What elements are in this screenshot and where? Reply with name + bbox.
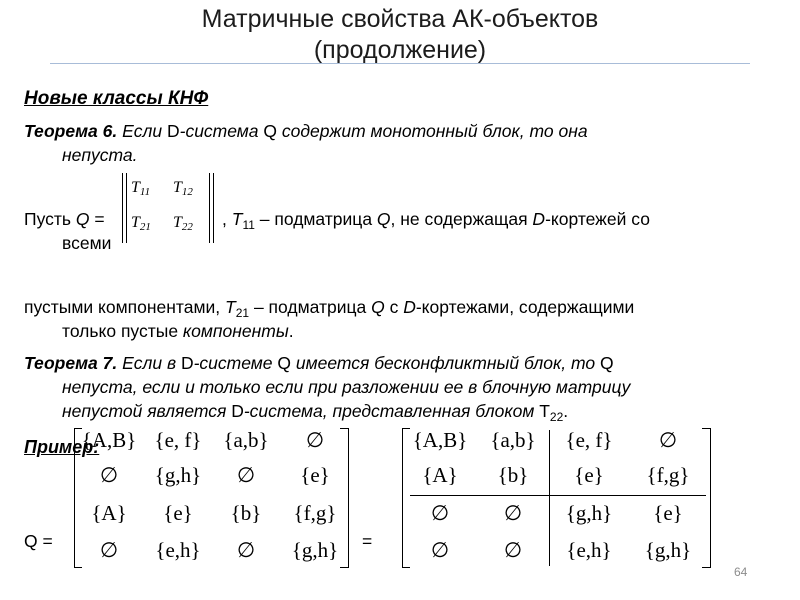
theorem7-line2: непуста, если и только если при разложении ее в блочную матрицу <box>62 377 631 397</box>
small-matrix-t12: $T_{12}$ <box>173 179 193 198</box>
right-matrix-cell: {e,h} <box>566 538 612 562</box>
left-matrix-cell: ∅ <box>236 538 256 562</box>
right-matrix-cell: {g,h} <box>644 538 692 562</box>
small-matrix-right-bar-2 <box>213 173 214 243</box>
slide-title <box>0 4 800 66</box>
small-matrix-t11: $T_{11}$ <box>131 179 151 198</box>
theorem6-label: Теорема 6. <box>24 121 118 141</box>
right-matrix-bracket-left <box>402 428 403 568</box>
example-label: Пример: <box>24 437 100 457</box>
right-matrix-cell: {A,B} <box>412 428 468 452</box>
left-matrix-cell: {e} <box>300 463 330 487</box>
right-matrix-bracket-right <box>710 428 711 568</box>
left-matrix-cell: {b} <box>230 501 262 525</box>
small-matrix-left-bar-2 <box>126 173 127 243</box>
right-matrix-cell: ∅ <box>430 538 450 562</box>
page-number: 64 <box>734 565 748 579</box>
right-matrix-cell: {e, f} <box>565 428 613 452</box>
letq-prefix: Пусть Q = <box>24 209 105 229</box>
left-matrix-cell: {g,h} <box>291 538 339 562</box>
right-matrix-cell: {A} <box>422 463 458 487</box>
block-divider-vertical <box>549 430 550 566</box>
slide-title-line1: Матричные свойства АК-объектов <box>201 5 599 33</box>
small-matrix-t22: $T_{22}$ <box>173 214 193 233</box>
left-matrix-cell: ∅ <box>99 463 119 487</box>
right-matrix-cell: {b} <box>497 463 529 487</box>
right-matrix-cell: {e} <box>653 501 683 525</box>
title-divider <box>50 63 750 64</box>
theorem6-line1: Теорема 6. Если D-система Q содержит монотонный блок, то она <box>24 121 588 141</box>
right-matrix-cell: ∅ <box>503 501 523 525</box>
left-matrix-cell: {e,h} <box>155 538 201 562</box>
small-matrix-right-bar-1 <box>209 173 210 243</box>
block-divider-horizontal <box>410 495 706 496</box>
theorem7-label: Теорема 7. <box>24 353 118 373</box>
left-matrix-cell: {a,b} <box>223 428 269 452</box>
small-matrix-left-bar-1 <box>122 173 123 243</box>
left-matrix-cell: {A,B} <box>81 428 137 452</box>
section-heading: Новые классы КНФ <box>24 88 209 109</box>
letq-line2: всеми <box>62 233 112 253</box>
left-matrix-cell: {e} <box>163 501 193 525</box>
empty-comp-line1: пустыми компонентами, $T_{21}$ – подматрица Q с D-кортежами, содержащими <box>24 297 635 320</box>
equals-sign: = <box>362 531 373 551</box>
letq-description: , $T_{11}$ – подматрица Q, не содержащая D-кортежей со <box>222 209 650 232</box>
slide-title-line2: (продолжение) <box>313 36 487 64</box>
left-matrix-cell: {f,g} <box>293 501 337 525</box>
left-matrix-cell: ∅ <box>99 538 119 562</box>
left-matrix-cell: {A} <box>91 501 127 525</box>
right-matrix-cell: ∅ <box>503 538 523 562</box>
empty-comp-line2: только пустые компоненты. <box>62 321 294 341</box>
small-matrix-t21: $T_{21}$ <box>131 214 151 233</box>
left-matrix-cell: ∅ <box>236 463 256 487</box>
right-matrix-cell: ∅ <box>658 428 678 452</box>
q-equals-label: Q = <box>24 531 53 551</box>
left-matrix-cell: {e, f} <box>154 428 202 452</box>
left-matrix-cell: ∅ <box>305 428 325 452</box>
right-matrix-cell: {e} <box>574 463 604 487</box>
right-matrix-cell: ∅ <box>430 501 450 525</box>
theorem7-line1: Теорема 7. Если в D-системе Q имеется бесконфликтный блок, то Q <box>24 353 614 373</box>
right-matrix-cell: {g,h} <box>565 501 613 525</box>
theorem6-line2: непуста. <box>62 145 138 165</box>
left-matrix-cell: {g,h} <box>154 463 202 487</box>
theorem7-line3: непустой является D-система, представленная блоком $T_{22}$. <box>62 401 569 424</box>
right-matrix-cell: {a,b} <box>490 428 536 452</box>
right-matrix-cell: {f,g} <box>646 463 690 487</box>
